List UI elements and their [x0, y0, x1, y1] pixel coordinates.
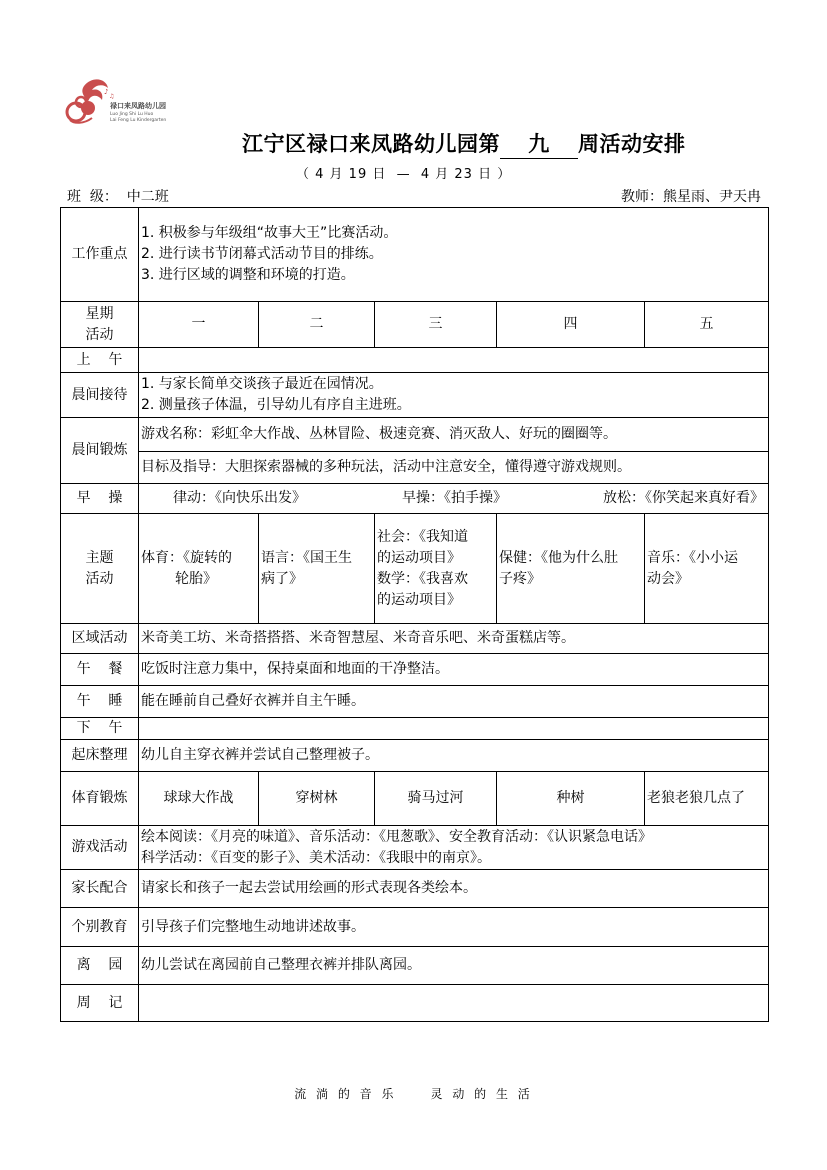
- weekly-notes-label: 周 记: [61, 985, 139, 1022]
- theme-line: 子疼》: [499, 570, 541, 587]
- date-range: （ 4 月 19 日 — 4 月 23 日 ）: [296, 167, 512, 182]
- exercise-label: 晨间锻炼: [61, 418, 139, 484]
- lunch-content: 吃饭时注意力集中，保持桌面和地面的干净整洁。: [139, 654, 769, 686]
- work-focus-content: [139, 208, 769, 302]
- weekday-header-label: [61, 302, 139, 348]
- wakeup-content: 幼儿自主穿衣裤并尝试自己整理被子。: [139, 740, 769, 772]
- weekly-notes-content: [139, 985, 769, 1022]
- sports-monday: 球球大作战: [139, 772, 259, 826]
- theme-line: 音乐：《小小运: [647, 549, 738, 566]
- afternoon-section-label: 下 午: [61, 718, 139, 740]
- work-focus-item: 3. 进行区域的调整和环境的打造。: [141, 267, 355, 283]
- afternoon-section-blank: [139, 718, 769, 740]
- theme-tuesday: [259, 514, 375, 624]
- games-row: [61, 826, 769, 870]
- exercise-games: 游戏名称：彩虹伞大作战、丛林冒险、极速竞赛、消灭敌人、好玩的圈圈等。: [139, 418, 769, 452]
- theme-friday: [645, 514, 769, 624]
- theme-label-line1: 主题: [85, 549, 114, 566]
- morning-section-row: [61, 348, 769, 373]
- morning-section-blank: [139, 348, 769, 373]
- individual-label: 个别教育: [61, 908, 139, 947]
- drill-relax: 放松：《你笑起来真好看》: [603, 490, 764, 506]
- theme-label-line2: 活动: [85, 570, 114, 587]
- morning-drill-content: [139, 484, 769, 514]
- area-content: 米奇美工坊、米奇搭搭搭、米奇智慧屋、米奇音乐吧、米奇蛋糕店等。: [139, 624, 769, 654]
- sports-friday: 老狼老狼几点了: [645, 772, 769, 826]
- parents-row: [61, 870, 769, 908]
- area-row: [61, 624, 769, 654]
- area-label: 区域活动: [61, 624, 139, 654]
- day-tuesday: 二: [259, 302, 375, 348]
- week-number: 九: [500, 128, 578, 159]
- weekday-label-line1: 星期: [85, 305, 114, 322]
- theme-row: [61, 514, 769, 624]
- theme-line: 语言：《国王生: [261, 549, 352, 566]
- wakeup-row: [61, 740, 769, 772]
- theme-line: 体育：《旋转的: [141, 549, 232, 566]
- weekday-label-line2: 活动: [85, 326, 114, 343]
- lunch-row: [61, 654, 769, 686]
- leave-row: [61, 947, 769, 985]
- teacher-label: 教师：熊星雨、尹天冉: [621, 189, 761, 205]
- exercise-row-games: [61, 418, 769, 452]
- games-content: [139, 826, 769, 870]
- theme-line: 动会》: [647, 570, 689, 587]
- theme-line: 病了》: [261, 570, 303, 587]
- drill-rhythm: 律动：《向快乐出发》: [173, 490, 306, 506]
- theme-line: 轮胎》: [175, 570, 217, 587]
- parents-content: 请家长和孩子一起去尝试用绘画的形式表现各类绘本。: [139, 870, 769, 908]
- svg-text:♪: ♪: [104, 88, 109, 96]
- wakeup-label: 起床整理: [61, 740, 139, 772]
- day-friday: 五: [645, 302, 769, 348]
- sports-row: [61, 772, 769, 826]
- individual-content: 引导孩子们完整地生动地讲述故事。: [139, 908, 769, 947]
- weekday-header-row: [61, 302, 769, 348]
- lunch-label: 午 餐: [61, 654, 139, 686]
- reception-row: [61, 373, 769, 418]
- parents-label: 家长配合: [61, 870, 139, 908]
- reception-content: [139, 373, 769, 418]
- page-title: [242, 128, 686, 159]
- day-wednesday: 三: [375, 302, 497, 348]
- reception-item: 2. 测量孩子体温，引导幼儿有序自主进班。: [141, 397, 411, 413]
- games-line: 绘本阅读：《月亮的味道》、音乐活动：《甩葱歌》、安全教育活动：《认识紧急电话》: [141, 828, 652, 845]
- nap-row: [61, 686, 769, 718]
- exercise-goals: 目标及指导：大胆探索器械的多种玩法，活动中注意安全，懂得遵守游戏规则。: [139, 452, 769, 484]
- individual-row: [61, 908, 769, 947]
- sports-label: 体育锻炼: [61, 772, 139, 826]
- leave-label: 离 园: [61, 947, 139, 985]
- title-prefix: 江宁区禄口来凤路幼儿园第: [242, 131, 500, 156]
- theme-line: 保健：《他为什么肚: [499, 549, 618, 566]
- theme-line: 的运动项目》: [377, 591, 461, 608]
- sports-tuesday: 穿树林: [259, 772, 375, 826]
- day-thursday: 四: [497, 302, 645, 348]
- drill-exercise: 早操：《拍手操》: [402, 490, 507, 506]
- sports-thursday: 种树: [497, 772, 645, 826]
- games-label: 游戏活动: [61, 826, 139, 870]
- theme-line: 的运动项目》: [377, 549, 461, 566]
- morning-drill-label: 早 操: [61, 484, 139, 514]
- work-focus-label: 工作重点: [61, 208, 139, 302]
- schedule-table: [60, 207, 769, 1022]
- theme-line: 数学：《我喜欢: [377, 570, 468, 587]
- nap-label: 午 睡: [61, 686, 139, 718]
- title-suffix: 周活动安排: [578, 131, 686, 156]
- reception-label: 晨间接待: [61, 373, 139, 418]
- weekly-notes-row: [61, 985, 769, 1022]
- logo-name-cn: 禄口来凤路幼儿园: [110, 102, 166, 110]
- footer-slogan: 流 淌 的 音 乐 灵 动 的 生 活: [294, 1087, 533, 1101]
- work-focus-item: 1. 积极参与年级组“故事大王”比赛活动。: [141, 225, 398, 241]
- sports-wednesday: 骑马过河: [375, 772, 497, 826]
- leave-content: 幼儿尝试在离园前自己整理衣裤并排队离园。: [139, 947, 769, 985]
- nap-content: 能在睡前自己叠好衣裤并自主午睡。: [139, 686, 769, 718]
- theme-monday: [139, 514, 259, 624]
- work-focus-item: 2. 进行读书节闭幕式活动节目的排练。: [141, 246, 383, 262]
- games-line: 科学活动：《百变的影子》、美术活动：《我眼中的南京》。: [141, 849, 491, 866]
- class-label: 班 级： 中二班: [67, 189, 169, 205]
- theme-thursday: [497, 514, 645, 624]
- svg-text:♫: ♫: [109, 93, 115, 100]
- work-focus-row: [61, 208, 769, 302]
- afternoon-section-row: [61, 718, 769, 740]
- reception-item: 1. 与家长简单交谈孩子最近在园情况。: [141, 376, 383, 392]
- morning-drill-row: [61, 484, 769, 514]
- day-monday: 一: [139, 302, 259, 348]
- morning-section-label: 上 午: [61, 348, 139, 373]
- exercise-row-goals: [61, 452, 769, 484]
- logo-name-pinyin: Luo Jing Shi Lu Huo Lai Feng Lu Kindergarten: [110, 112, 167, 123]
- theme-wednesday: [375, 514, 497, 624]
- theme-label: [61, 514, 139, 624]
- theme-line: 社会：《我知道: [377, 528, 468, 545]
